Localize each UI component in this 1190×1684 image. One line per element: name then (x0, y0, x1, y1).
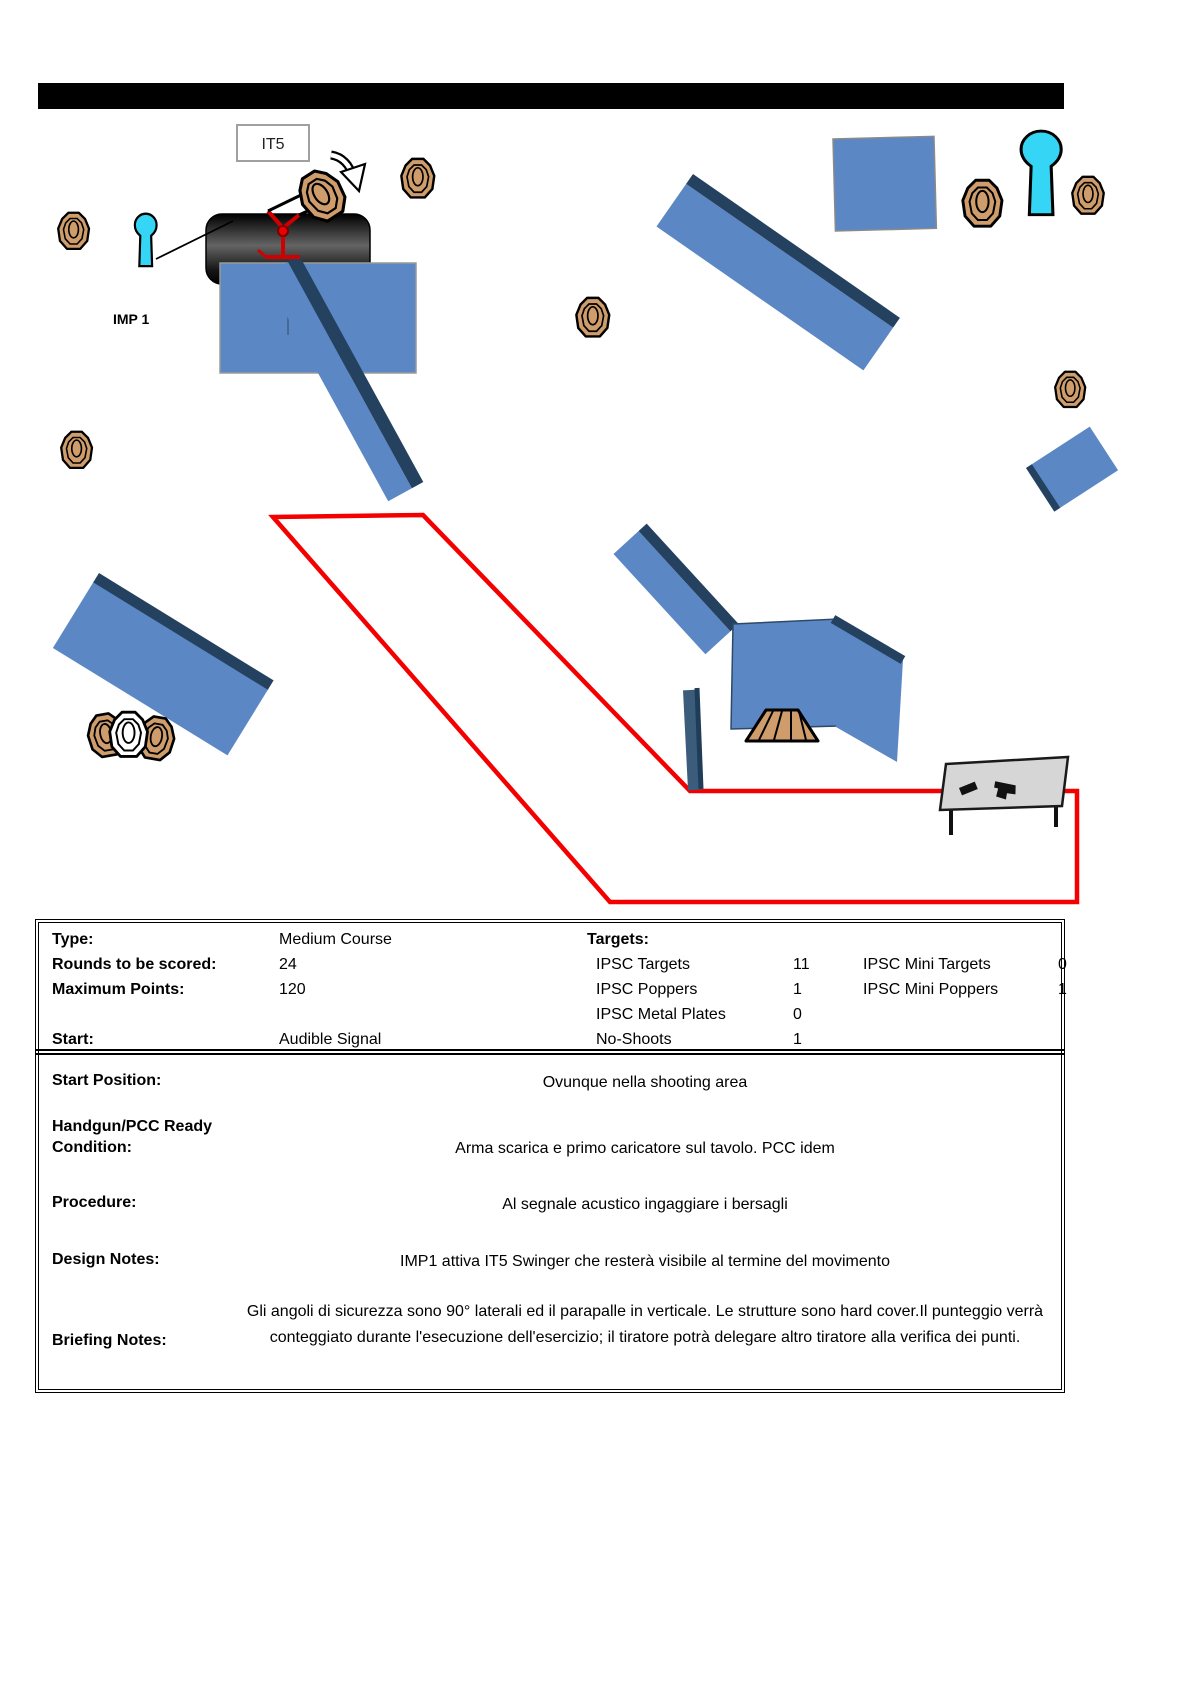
target-row-count: 1 (793, 1031, 802, 1048)
procedure-value: Al segnale acustico ingaggiare i bersagli (502, 1196, 788, 1213)
stat-type-value: Medium Course (279, 931, 392, 948)
target-row-name: IPSC Targets (596, 956, 690, 973)
target-cluster (85, 711, 177, 761)
ipsc-target (401, 159, 434, 198)
no-shoot-target (110, 712, 148, 756)
imp1-label: IMP 1 (113, 311, 150, 327)
procedure-label: Procedure: (52, 1194, 137, 1211)
target-row-count: 1 (1058, 981, 1067, 998)
start-position-value: Ovunque nella shooting area (542, 1074, 748, 1091)
ipsc-target (576, 298, 609, 337)
stat-rounds-value: 24 (279, 956, 297, 973)
briefing-notes-value: Gli angoli di sicurezza sono 90° laterali ed il parapalle in verticale. Le strutture sono hard cover.Il punteggio verrà conteggiato durante l'esecuzione dell'esercizio; il tiratore potrà delegare altro tiratore alla verifica dei punti. (246, 1303, 1044, 1346)
ipsc-target (58, 213, 89, 249)
stat-rounds-label: Rounds to be scored: (52, 956, 217, 973)
start-position-label: Start Position: (52, 1072, 162, 1089)
it5-label-box (237, 125, 309, 161)
target-row-name: No-Shoots (596, 1031, 672, 1048)
it5-label: IT5 (261, 136, 285, 153)
wall-right (1026, 427, 1118, 512)
target-row-count: 0 (1058, 956, 1067, 973)
design-notes-label: Design Notes: (52, 1251, 160, 1268)
target-row-name: IPSC Mini Targets (863, 956, 991, 973)
stat-start-label: Start: (52, 1031, 94, 1048)
target-row-count: 1 (793, 981, 802, 998)
ipsc-target (1072, 177, 1104, 214)
info-table-divider (35, 1049, 1065, 1055)
target-row-count: 11 (793, 956, 810, 973)
targets-header: Targets: (587, 931, 649, 948)
wall-square-top-right (833, 136, 936, 231)
ready-condition-label: Handgun/PCC Ready Condition: (52, 1118, 213, 1156)
wall-joint (690, 690, 695, 790)
ipsc-target (1055, 372, 1085, 407)
stat-points-value: 120 (279, 981, 306, 998)
ipsc-target (61, 432, 92, 468)
center-wall-structure (614, 524, 903, 790)
target-row-count: 0 (793, 1006, 802, 1023)
mini-popper (1021, 131, 1061, 215)
ready-condition-value: Arma scarica e primo caricatore sul tavolo. PCC idem (455, 1140, 835, 1157)
stat-type-label: Type: (52, 931, 94, 948)
design-notes-value: IMP1 attiva IT5 Swinger che resterà visibile al termine del movimento (400, 1253, 890, 1270)
target-row-name: IPSC Metal Plates (596, 1006, 726, 1023)
ipsc-mini-target (963, 180, 1002, 226)
popper-imp1 (135, 214, 157, 266)
stat-start-value: Audible Signal (279, 1031, 382, 1048)
briefing-notes-label: Briefing Notes: (52, 1332, 167, 1349)
target-row-name: IPSC Poppers (596, 981, 698, 998)
start-table (940, 757, 1068, 835)
stat-points-label: Maximum Points: (52, 981, 185, 998)
target-row-name: IPSC Mini Poppers (863, 981, 999, 998)
